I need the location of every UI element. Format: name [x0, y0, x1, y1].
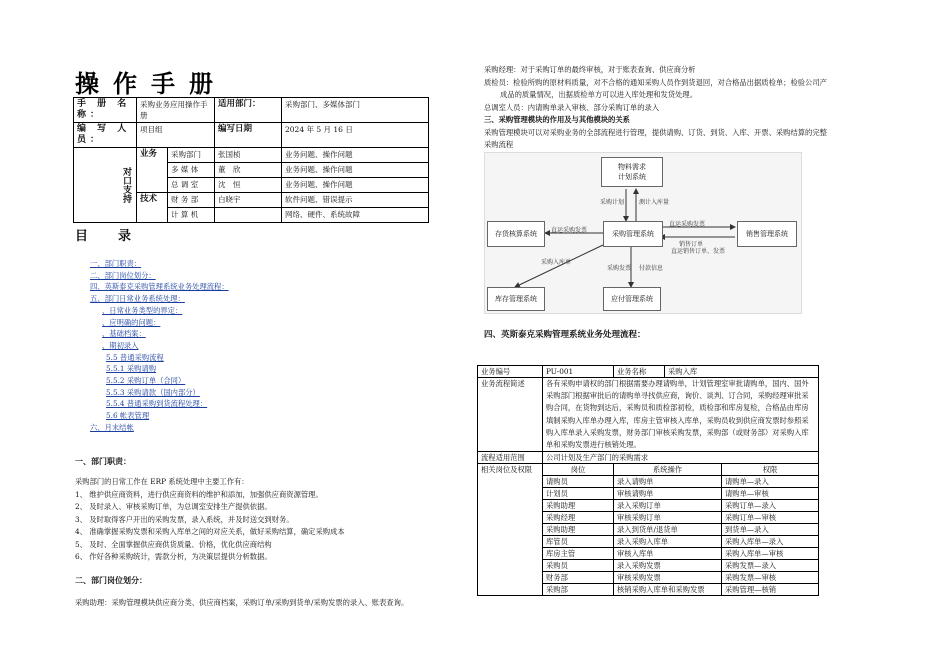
toc-link[interactable]: 5.5 普通采购流程 — [106, 352, 164, 362]
section1-item: 4、 准确掌握采购发票和采购入库单之间的对应关系，做好采购结算，确定采购成本 — [75, 527, 345, 536]
contact-dept: 总 调 室 — [168, 178, 215, 193]
lbl-payment-info: 付款信息 — [639, 265, 664, 272]
row-perm: 到货单—录入 — [722, 524, 819, 536]
contact-name: 沈 恒 — [215, 178, 282, 193]
row-post: 采购助理 — [543, 524, 614, 536]
row-op: 审核采购发票 — [614, 572, 722, 584]
lbl-direct-invoice: 直运采购发票 — [551, 227, 588, 234]
row-post: 采购经理 — [543, 512, 614, 524]
manual-name-value: 采购业务应用操作手册 — [137, 98, 215, 123]
row-op: 核销采购入库单和采购发票 — [614, 584, 722, 596]
section2-heading: 二、部门岗位划分： — [75, 575, 147, 585]
toc-link[interactable]: 二、部门岗位划分： — [90, 270, 156, 280]
section1-item: 1、 维护供应商资料，进行供应商资料的维护和添加，加强供应商资源管理。 — [75, 489, 323, 499]
support-label: 对口支持 — [74, 148, 137, 223]
contact-dept: 计 算 机 — [168, 208, 215, 223]
lbl-sales-order: 销售订单 — [679, 241, 704, 248]
biz-no-value: PU-001 — [543, 366, 614, 378]
material-plan-box: 物料需求 计划系统 — [601, 157, 663, 187]
contact-scope: 业务问题、操作问题 — [282, 178, 429, 193]
process-table — [477, 365, 819, 596]
section1-item: 2、 及时录入、审核采购订单，为总调室安排生产提供依据。 — [75, 502, 272, 511]
section3-text: 采购流程 — [484, 140, 514, 149]
toc-link[interactable]: 四、英斯泰克采购管理系统业务处理流程： — [90, 282, 229, 292]
section2-line: 成品的质量情况，出据质检单方可以进入库处理和发货处理。 — [500, 90, 698, 99]
section1-item: 3、 及时取得客户开出的采购发票，录入系统，并及时送交到财务。 — [75, 514, 294, 524]
applicable-dept-value: 采购部门、多媒体部门 — [282, 98, 429, 123]
row-perm: 采购入库单—录入 — [722, 536, 819, 548]
section3-text: 采购管理模块可以对采购业务的全部流程进行管理，提供请购、订货、到货、入库、开票、采购结算的完整 — [484, 127, 827, 137]
row-perm: 采购发票—录入 — [722, 560, 819, 572]
warehouse-mgmt-box: 库存管理系统 — [487, 287, 545, 311]
lbl-purchase-in: 采购入库单 — [541, 259, 572, 266]
row-post: 采购部 — [543, 584, 614, 596]
section1-intro: 采购部门的日常工作在 ERP 系统处理中主要工作有： — [75, 477, 249, 486]
biz-name-label: 业务名称 — [614, 366, 665, 378]
contact-name: 张国桢 — [215, 148, 282, 163]
toc-link[interactable]: 5.5.3 采购请款（国内部分） — [106, 387, 200, 397]
toc-link[interactable]: 一、部门职责： — [90, 259, 142, 268]
contact-scope: 网络、硬件、系统故障 — [282, 208, 429, 223]
lbl-order-qty: 测计入库量 — [639, 199, 670, 206]
contact-dept: 多 媒 体 — [168, 163, 215, 178]
lbl-purchase-plan: 采购计划 — [600, 199, 625, 206]
section1-heading: 一、部门职责： — [75, 456, 131, 466]
row-post: 财务部 — [543, 572, 614, 584]
toc-link[interactable]: 、应明确的问题： — [102, 317, 161, 327]
manual-meta-table — [73, 97, 429, 223]
table-of-contents — [90, 258, 229, 434]
contact-dept: 采购部门 — [168, 148, 215, 163]
business-label: 业务 — [137, 148, 168, 193]
toc-title: 目录 — [75, 229, 162, 244]
toc-link[interactable]: 五、部门日常业务系统处理： — [90, 294, 185, 304]
flow-label: 业务流程简述 — [478, 378, 543, 452]
row-post: 计划员 — [543, 488, 614, 500]
section2-line: 采购经理：对于采购订单的最终审核，对于账表查询、供应商分析 — [484, 65, 696, 74]
section1-item: 6、 作好各种采购统计，需款分析，为决策层提供分析数据。 — [75, 552, 272, 561]
biz-no-label: 业务编号 — [478, 366, 543, 378]
row-op: 审核入库单 — [614, 548, 722, 560]
col-post: 岗位 — [543, 464, 614, 476]
row-op: 审核请购单 — [614, 488, 722, 500]
toc-link[interactable]: 5.5.2 采购订单（合同） — [106, 376, 186, 386]
contact-name: 白晓宇 — [215, 193, 282, 208]
contact-scope: 业务问题、操作问题 — [282, 148, 429, 163]
sales-mgmt-box: 销售管理系统 — [737, 221, 797, 247]
date-value: 2024 年 5 月 16 日 — [282, 123, 429, 148]
row-post: 请购员 — [543, 476, 614, 488]
toc-link[interactable]: 六、月末结帐 — [90, 422, 134, 432]
col-perm: 权限 — [722, 464, 819, 476]
row-op: 录入采购订单 — [614, 500, 722, 512]
toc-link[interactable]: 5.6 帐表管理 — [106, 411, 150, 421]
inventory-acct-box: 存货核算系统 — [487, 221, 545, 247]
date-label: 编写日期 — [215, 123, 282, 148]
row-op: 审核采购订单 — [614, 512, 722, 524]
toc-link[interactable]: 、期初录入 — [102, 340, 139, 350]
payable-mgmt-box: 应付管理系统 — [603, 287, 661, 311]
row-post: 库管员 — [543, 536, 614, 548]
section1-body — [75, 476, 445, 564]
scope-value: 公司计划及生产部门的采购需求 — [543, 452, 819, 464]
roles-label: 相关岗位及权限 — [478, 464, 543, 596]
toc-link[interactable]: 、日常业务类型的界定： — [102, 305, 183, 315]
applicable-dept-label: 适用部门： — [215, 98, 282, 123]
row-perm: 采购管理—核销 — [722, 584, 819, 596]
author-label: 编 写 人 员： — [74, 123, 137, 148]
row-perm: 采购订单—录入 — [722, 500, 819, 512]
module-relationship-diagram — [484, 152, 802, 314]
row-op: 录入到货单/退货单 — [614, 524, 722, 536]
section2-line: 质检员：检验所购的原材料质量，对不合格的通知采购人员作到货退回，对合格品出据质检单；检验公司产 — [484, 77, 827, 87]
col-op: 系统操作 — [614, 464, 722, 476]
row-post: 采购助理 — [543, 500, 614, 512]
contact-name: 董 欣 — [215, 163, 282, 178]
toc-link[interactable]: 5.5.1 采购请购 — [106, 364, 157, 374]
biz-name-value: 采购入库 — [665, 366, 819, 378]
manual-name-label: 手 册 名 称： — [74, 98, 137, 123]
lbl-purchase-invoice: 采购发票 — [607, 265, 632, 272]
row-op: 录入采购入库单 — [614, 536, 722, 548]
document-title: 操作手册 — [75, 69, 227, 98]
scope-label: 流程适用范围 — [478, 452, 543, 464]
section2-line: 采购助理：采购管理模块供应商分类、供应商档案，采购订单/采购到货单/采购发票的录入、账表查询。 — [75, 598, 409, 607]
toc-link[interactable]: 5.5.4 普通采购到货流程处理： — [106, 399, 208, 409]
row-perm: 采购入库单—审核 — [722, 548, 819, 560]
row-op: 录入采购发票 — [614, 560, 722, 572]
lbl-direct-invoice2: 直运采购发票 — [669, 221, 706, 228]
section1-item: 5、 及时、全面掌握供应商供货质量、价格，优化供应商结构 — [75, 539, 272, 549]
row-perm: 请购单—审核 — [722, 488, 819, 500]
lbl-direct-sales-order: 直运销售订单、发票 — [671, 248, 726, 255]
contact-name — [215, 208, 282, 223]
flow-text: 各有采购申请权的部门根据需要办理请购单，计划管理室审批请购单，国内、国外采购部门根据审批后的请购单寻找供应商，询价、谈判、订合同，采购经理审批采购合同，在货物到达后，采购员和质检部初检，质检部和库房复检，合格品由库房填制采购入库单办理入库，库房主管审核入库单，采购员收到供应商发票时参照采购入库单录入采购发票，财务部门审核采购发票，采购部（或财务部）对采购入库单和采购发票进行核销处理。 — [543, 378, 819, 452]
section2-line: 总调室人员：内请购单录入审核、部分采购订单的录入 — [484, 102, 660, 112]
toc-link[interactable]: 、基础档案： — [102, 329, 146, 339]
contact-scope: 业务问题、操作问题 — [282, 163, 429, 178]
row-post: 库房主管 — [543, 548, 614, 560]
row-perm: 采购发票—审核 — [722, 572, 819, 584]
row-perm: 请购单—录入 — [722, 476, 819, 488]
row-op: 录入请购单 — [614, 476, 722, 488]
contact-dept: 财 务 部 — [168, 193, 215, 208]
section2-body-cont — [484, 64, 884, 152]
author-value: 项目组 — [137, 123, 215, 148]
row-perm: 采购订单—审核 — [722, 512, 819, 524]
section4-heading: 四、英斯泰克采购管理系统业务处理流程： — [484, 330, 646, 340]
row-post: 采购员 — [543, 560, 614, 572]
purchase-mgmt-box: 采购管理系统 — [603, 221, 663, 247]
contact-scope: 软件问题、错误提示 — [282, 193, 429, 208]
section3-heading: 三、采购管理模块的作用及与其他模块的关系 — [484, 115, 630, 124]
tech-label: 技术 — [137, 193, 168, 223]
